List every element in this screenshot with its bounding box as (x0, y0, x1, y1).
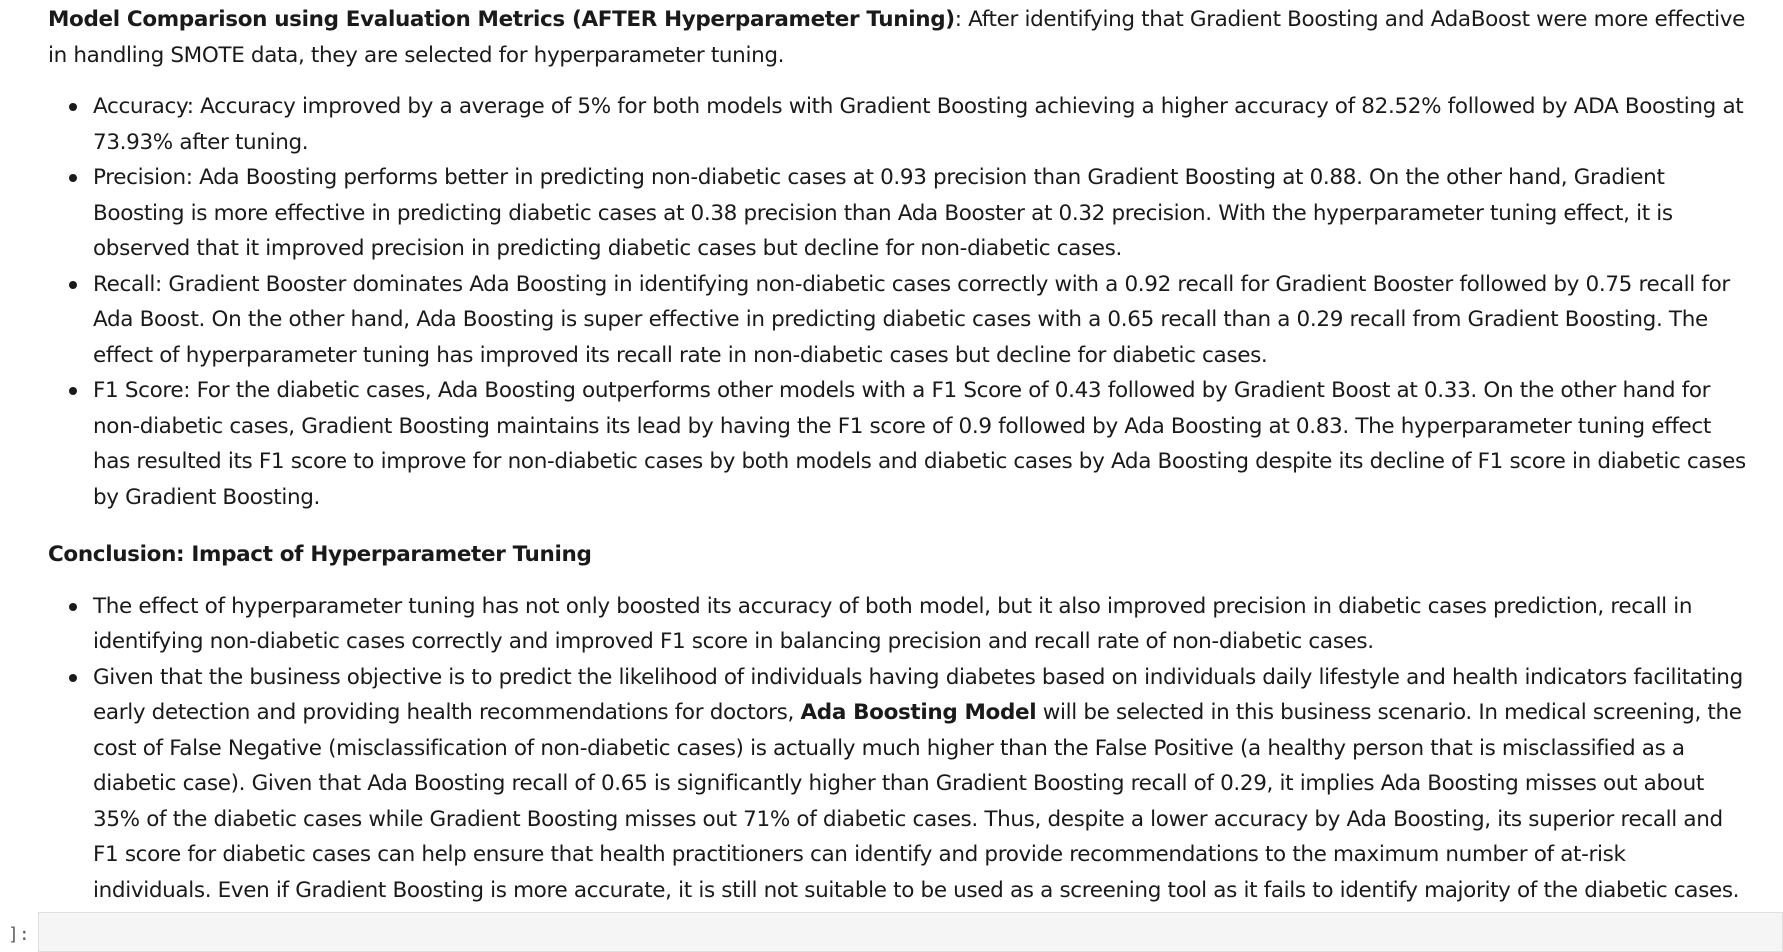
metrics-list (48, 89, 1748, 515)
conclusion-list (48, 589, 1748, 909)
section-intro-paragraph (48, 2, 1748, 73)
selection-text-before: Given that the business objective is to predict the likelihood of individuals having diabetes based on individuals daily lifestyle and health indicators facilitating early detection and providing health recommendations for doctors, (93, 664, 1743, 725)
selected-model-name: Ada Boosting Model (800, 700, 1037, 725)
list-item-tuning-effect: The effect of hyperparameter tuning has not only boosted its accuracy of both model, but it also improved precision in diabetic cases prediction, recall in identifying non-diabetic cases correctly and improved F1 score in balancing precision and recall rate of non-diabetic cases. (93, 589, 1748, 660)
intro-text: : After identifying that Gradient Boosting and AdaBoost were more effective in handling SMOTE data, they are selected for hyperparameter tuning. (48, 7, 1746, 68)
cell-prompt: ]: (8, 924, 30, 945)
list-item-precision: Precision: Ada Boosting performs better in predicting non-diabetic cases at 0.93 precision than Gradient Boosting at 0.88. On the other hand, Gradient Boosting is more effective in predicting diabetic cases at 0.38 precision than Ada Booster at 0.32 precision. With the hyperparameter tuning effect, it is observed that it improved precision in predicting diabetic cases but decline for non-diabetic cases. (93, 160, 1748, 267)
markdown-cell[interactable] (48, 2, 1748, 930)
section-title-comparison: Model Comparison using Evaluation Metrics (AFTER Hyperparameter Tuning) (48, 7, 955, 32)
list-item-accuracy: Accuracy: Accuracy improved by a average of 5% for both models with Gradient Boosting achieving a higher accuracy of 82.52% followed by ADA Boosting at 73.93% after tuning. (93, 89, 1748, 160)
selection-text-after: will be selected in this business scenario. In medical screening, the cost of False Negative (misclassification of non-diabetic cases) is actually much higher than the False Positive (a healthy person that is misclassified as a diabetic case). Given that Ada Boosting recall of 0.65 is significantly higher than Gradient Boosting recall of 0.29, it implies Ada Boosting misses out about 35% of the diabetic cases while Gradient Boosting misses out 71% of diabetic cases. Thus, despite a lower accuracy by Ada Boosting, its superior recall and F1 score for diabetic cases can help ensure that health practitioners can identify and provide recommendations to the maximum number of at-risk individuals. Even if Gradient Boosting is more accurate, it is still not suitable to be used as a screening tool as it fails to identify majority of the diabetic cases. (93, 700, 1742, 903)
section-title-conclusion: Conclusion: Impact of Hyperparameter Tuning (48, 542, 592, 567)
empty-code-cell (0, 912, 1783, 952)
list-item-recall: Recall: Gradient Booster dominates Ada Boosting in identifying non-diabetic cases correctly with a 0.92 recall for Gradient Booster followed by 0.75 recall for Ada Boost. On the other hand, Ada Boosting is super effective in predicting diabetic cases with a 0.65 recall than a 0.29 recall from Gradient Boosting. The effect of hyperparameter tuning has improved its recall rate in non-diabetic cases but decline for diabetic cases. (93, 267, 1748, 374)
list-item-model-selection (93, 660, 1748, 909)
code-input-area[interactable] (38, 912, 1783, 952)
list-item-f1-score: F1 Score: For the diabetic cases, Ada Boosting outperforms other models with a F1 Score of 0.43 followed by Gradient Boost at 0.33. On the other hand for non-diabetic cases, Gradient Boosting maintains its lead by having the F1 score of 0.9 followed by Ada Boosting at 0.83. The hyperparameter tuning effect has resulted its F1 score to improve for non-diabetic cases by both models and diabetic cases by Ada Boosting despite its decline of F1 score in diabetic cases by Gradient Boosting. (93, 373, 1748, 515)
